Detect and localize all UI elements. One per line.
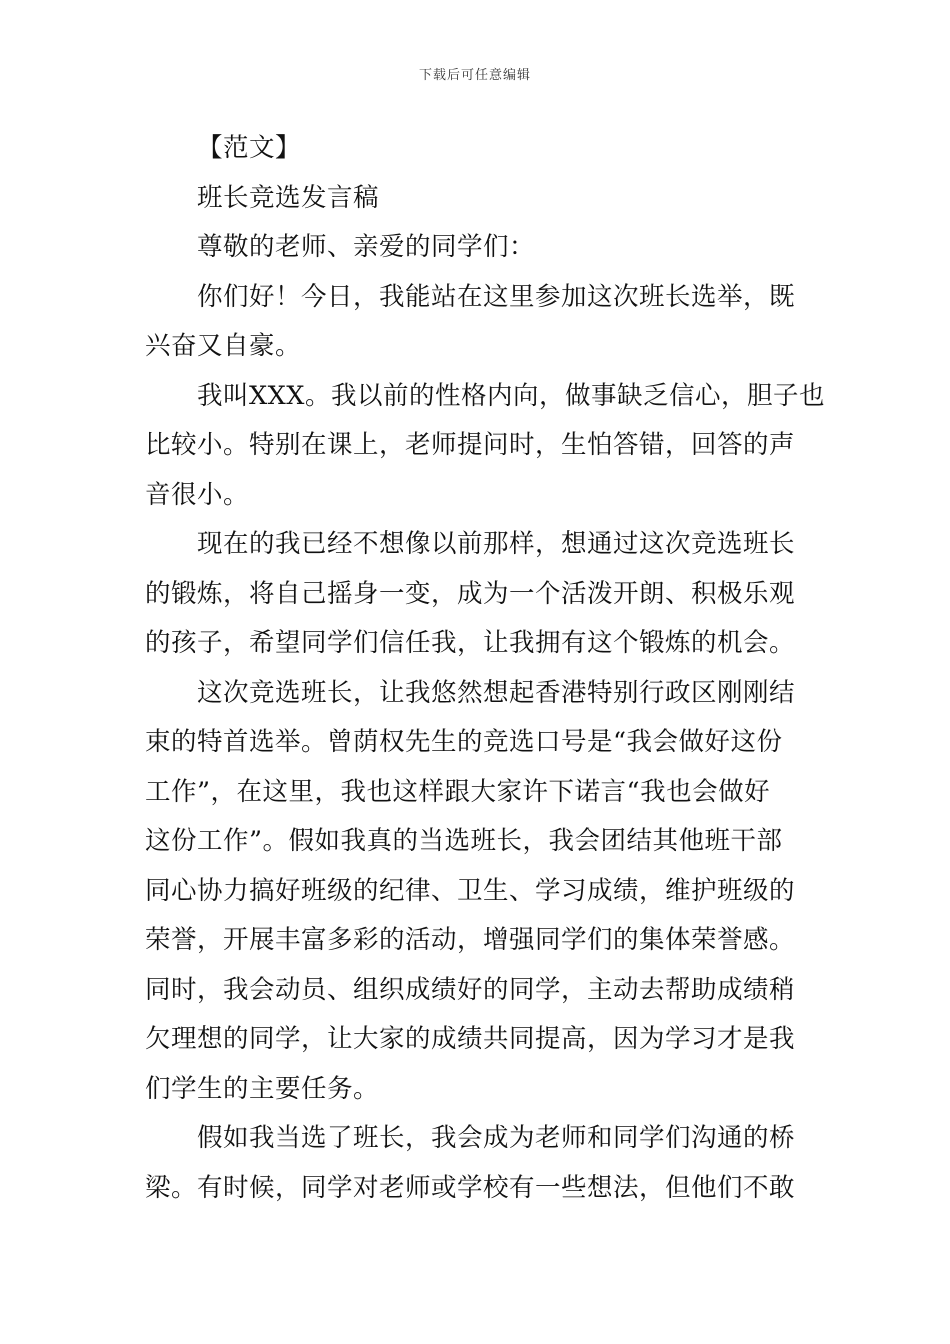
paragraph-line: 们学生的主要任务。 (145, 1073, 380, 1104)
paragraph-line: 现在的我已经不想像以前那样，想通过这次竞选班长 (197, 529, 796, 559)
paragraph-line: 欠理想的同学，让大家的成绩共同提高，因为学习才是我 (145, 1024, 796, 1054)
paragraph-line: 你们好！今日，我能站在这里参加这次班长选举，既 (197, 281, 796, 312)
paragraph-3 (145, 520, 810, 669)
paragraph-line: 同心协力搞好班级的纪律、卫生、学习成绩，维护班级的 (145, 875, 796, 906)
paragraph-4 (145, 669, 810, 1115)
paragraph-line: 的锻炼，将自己摇身一变，成为一个活泼开朗、积极乐观 (145, 578, 796, 609)
paragraph-1 (145, 273, 810, 372)
paragraph-line: 比较小。特别在课上，老师提问时，生怕答错，回答的声 (145, 430, 796, 460)
paragraph-line: 梁。有时候，同学对老师或学校有一些想法，但他们不敢 (145, 1172, 796, 1203)
paragraph-line: 同时，我会动员、组织成绩好的同学，主动去帮助成绩稍 (145, 974, 796, 1005)
document-title: 班长竞选发言稿 (197, 182, 380, 213)
paragraph-line: 荣誉，开展丰富多彩的活动，增强同学们的集体荣誉感。 (145, 925, 796, 955)
paragraph-line: 这份工作”。假如我真的当选班长，我会团结其他班干部 (145, 826, 783, 856)
paragraph-line: 工作”，在这里，我也这样跟大家许下诺言“我也会做好 (145, 776, 771, 807)
heading-tag: 【范文】 (197, 133, 302, 163)
paragraph-line: 兴奋又自豪。 (145, 331, 302, 361)
paragraph-line: 假如我当选了班长，我会成为老师和同学们沟通的桥 (197, 1123, 796, 1153)
paragraph-line: 的孩子，希望同学们信任我，让我拥有这个锻炼的机会。 (145, 628, 796, 658)
paragraph-5 (145, 1114, 810, 1213)
salutation: 尊敬的老师、亲爱的同学们： (197, 232, 536, 262)
paragraph-line: 我叫XXX。我以前的性格内向，做事缺乏信心，胆子也 (197, 380, 825, 411)
paragraph-line: 束的特首选举。曾荫权先生的竞选口号是“我会做好这份 (145, 727, 783, 757)
document-body (145, 124, 825, 1213)
paragraph-2 (145, 372, 825, 521)
paragraph-line: 这次竞选班长，让我悠然想起香港特别行政区刚刚结 (197, 677, 796, 708)
page-header: 下载后可任意编辑 (418, 68, 531, 83)
paragraph-line: 音很小。 (145, 479, 250, 510)
